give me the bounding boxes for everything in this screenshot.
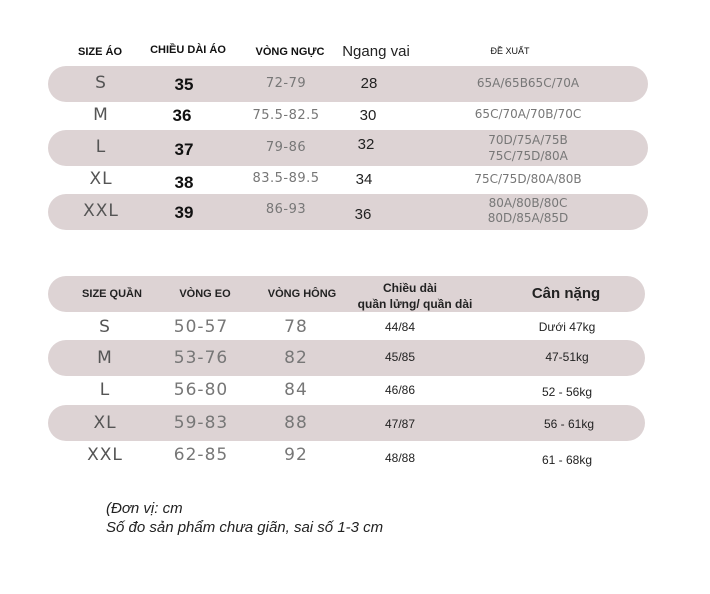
bottom-size: L xyxy=(99,380,111,400)
top-rec-line: 80A/80B/80C xyxy=(488,196,568,210)
top-bust: 83.5-89.5 xyxy=(252,171,320,186)
top-bust: 79-86 xyxy=(265,140,307,155)
top-header-recommend: ĐỀ XUẤT xyxy=(490,46,530,56)
bottom-weight: Dưới 47kg xyxy=(538,320,596,334)
bottom-waist: 59-83 xyxy=(173,413,229,433)
disclaimer-note: Số đo sản phẩm chưa giãn, sai số 1-3 cm xyxy=(106,519,384,536)
bottom-weight: 47-51kg xyxy=(545,350,589,364)
top-size: S xyxy=(95,73,107,93)
top-length: 37 xyxy=(174,140,194,159)
bottom-weight: 52 - 56kg xyxy=(541,385,593,399)
top-size: XL xyxy=(89,169,113,189)
top-length: 39 xyxy=(174,203,194,222)
top-shoulder: 28 xyxy=(360,75,378,92)
bottom-size: XXL xyxy=(87,445,123,465)
bottom-header-waist: VÒNG EO xyxy=(179,288,231,300)
bottom-hip: 88 xyxy=(284,413,308,433)
bottom-length: 45/85 xyxy=(384,350,416,364)
bottom-header-length-2: quần lửng/ quần dài xyxy=(357,297,473,311)
bottom-length: 48/88 xyxy=(384,451,416,465)
top-bust: 75.5-82.5 xyxy=(252,108,320,123)
bottom-hip: 78 xyxy=(284,317,308,337)
top-bust: 72-79 xyxy=(265,76,307,91)
top-size: XXL xyxy=(83,201,119,221)
bottom-waist: 62-85 xyxy=(173,445,229,465)
bottom-length: 46/86 xyxy=(384,383,416,397)
bottom-header-hip: VÒNG HÔNG xyxy=(267,288,337,300)
bottom-size: M xyxy=(97,348,113,368)
top-rec-line: 75C/75D/80A/80B xyxy=(474,172,582,186)
top-length: 36 xyxy=(172,106,192,125)
bottom-waist: 53-76 xyxy=(173,348,229,368)
top-shoulder: 34 xyxy=(355,171,373,188)
top-length: 38 xyxy=(174,173,194,192)
bottom-waist: 50-57 xyxy=(173,317,229,337)
top-shoulder: 36 xyxy=(354,206,372,223)
bottom-header-length-1: Chiều dài xyxy=(382,281,438,295)
bottom-hip: 84 xyxy=(284,380,308,400)
top-header-length: CHIỀU DÀI ÁO xyxy=(150,44,226,56)
top-rec-line: 75C/75D/80A xyxy=(488,149,568,163)
bottom-hip: 92 xyxy=(284,445,308,465)
bottom-waist: 56-80 xyxy=(173,380,229,400)
unit-note: (Đơn vị: cm xyxy=(106,500,183,517)
top-rec-line: 80D/85A/85D xyxy=(487,211,569,225)
top-size: M xyxy=(93,105,109,125)
bottom-size: XL xyxy=(93,413,117,433)
bottom-weight: 56 - 61kg xyxy=(543,417,595,431)
top-bust: 86-93 xyxy=(265,202,307,217)
bottom-hip: 82 xyxy=(284,348,308,368)
bottom-header-weight: Cân nặng xyxy=(531,285,601,302)
top-header-shoulder: Ngang vai xyxy=(342,43,410,60)
top-size: L xyxy=(95,137,107,157)
bottom-weight: 61 - 68kg xyxy=(541,453,593,467)
bottom-length: 47/87 xyxy=(384,417,416,431)
top-rec-line: 65A/65B65C/70A xyxy=(476,76,580,90)
bottom-size: S xyxy=(99,317,111,337)
bottom-header-size: SIZE QUẦN xyxy=(82,288,142,300)
top-header-size: SIZE ÁO xyxy=(77,46,123,58)
top-length: 35 xyxy=(174,75,194,94)
bottom-length: 44/84 xyxy=(384,320,416,334)
top-shoulder: 32 xyxy=(357,136,375,153)
top-header-bust: VÒNG NGỰC xyxy=(255,46,325,58)
top-rec-line: 65C/70A/70B/70C xyxy=(474,107,582,121)
top-shoulder: 30 xyxy=(359,107,377,124)
top-rec-line: 70D/75A/75B xyxy=(488,133,568,147)
